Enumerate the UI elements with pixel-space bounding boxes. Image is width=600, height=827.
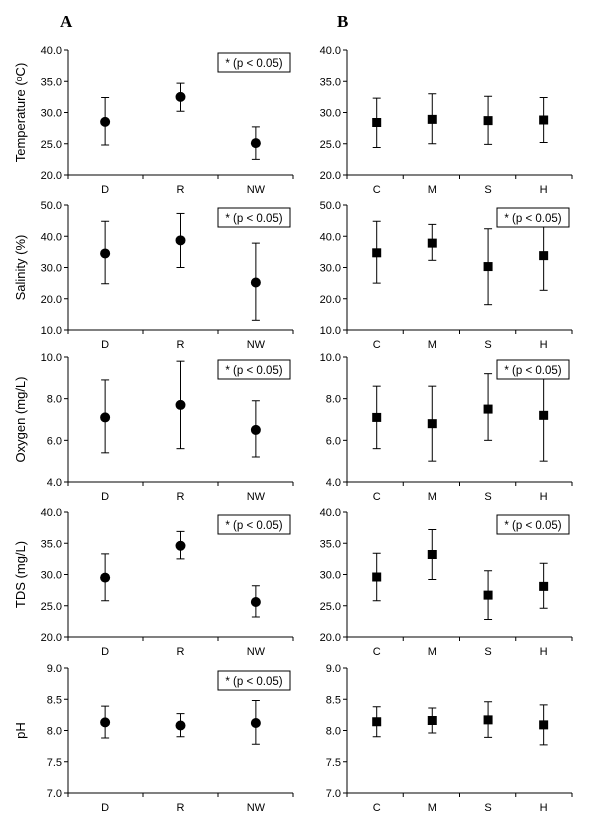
subplot-b-1 xyxy=(320,45,572,196)
significance-annotation xyxy=(218,515,290,534)
marker-circle xyxy=(100,573,110,583)
x-tick-label: R xyxy=(176,339,185,351)
marker-circle xyxy=(100,717,110,727)
data-point xyxy=(428,386,437,461)
x-tick-label: S xyxy=(484,184,492,196)
marker-circle xyxy=(251,278,261,288)
y-tick-label: 20.0 xyxy=(40,170,62,182)
data-point xyxy=(251,701,261,745)
annotation-text: * (p < 0.05) xyxy=(225,676,283,688)
x-tick-label: NW xyxy=(246,491,266,503)
data-point xyxy=(539,563,548,608)
x-tick-label: NW xyxy=(246,646,266,658)
x-tick-label: R xyxy=(176,184,185,196)
annotation-text: * (p < 0.05) xyxy=(504,520,562,532)
data-point xyxy=(484,229,493,305)
data-point xyxy=(372,221,381,283)
subplot-a-1 xyxy=(13,45,293,196)
data-point xyxy=(372,553,381,601)
marker-circle xyxy=(176,721,186,731)
annotation-text: * (p < 0.05) xyxy=(225,58,283,70)
annotation-text: * (p < 0.05) xyxy=(504,213,562,225)
x-tick-label: D xyxy=(101,646,110,658)
data-point xyxy=(251,243,261,320)
x-tick-label: R xyxy=(176,491,185,503)
subplot-a-3 xyxy=(13,352,293,503)
subplot-b-5 xyxy=(326,663,572,814)
x-tick-label: C xyxy=(372,646,381,658)
significance-annotation xyxy=(218,208,290,227)
y-tick-label: 20.0 xyxy=(40,293,62,306)
significance-annotation xyxy=(218,360,290,379)
x-tick-label: H xyxy=(539,491,548,503)
marker-square xyxy=(539,720,548,729)
data-point xyxy=(100,554,110,601)
data-point xyxy=(176,714,186,737)
x-tick-label: NW xyxy=(246,339,266,351)
marker-circle xyxy=(100,412,110,422)
y-tick-label: 35.0 xyxy=(40,538,62,551)
marker-square xyxy=(428,419,437,428)
y-tick-label: 30.0 xyxy=(40,107,62,120)
marker-circle xyxy=(251,597,261,607)
subplot-a-4 xyxy=(13,507,293,658)
y-tick-label: 20.0 xyxy=(319,632,341,644)
data-point xyxy=(372,98,381,147)
y-tick-label: 20.0 xyxy=(40,632,62,644)
y-tick-label: 35.0 xyxy=(40,76,62,89)
x-tick-label: S xyxy=(484,802,492,814)
significance-annotation xyxy=(218,53,290,72)
y-tick-label: 40.0 xyxy=(40,507,62,519)
marker-square xyxy=(484,591,493,600)
marker-square xyxy=(539,116,548,125)
y-axis-label: TDS (mg/L) xyxy=(13,540,28,609)
marker-square xyxy=(372,248,381,257)
marker-square xyxy=(372,413,381,422)
y-tick-label: 7.5 xyxy=(46,756,62,769)
y-tick-label: 40.0 xyxy=(319,507,341,519)
y-tick-label: 35.0 xyxy=(319,76,341,89)
marker-circle xyxy=(176,92,186,102)
marker-circle xyxy=(251,718,261,728)
y-tick-label: 7.0 xyxy=(325,788,341,800)
y-tick-label: 50.0 xyxy=(40,200,62,212)
y-tick-label: 25.0 xyxy=(319,600,341,613)
annotation-text: * (p < 0.05) xyxy=(225,520,283,532)
significance-annotation xyxy=(497,208,569,227)
y-tick-label: 7.0 xyxy=(46,788,62,800)
y-tick-label: 6.0 xyxy=(325,435,341,448)
data-point xyxy=(428,94,437,144)
significance-annotation xyxy=(497,360,569,379)
y-tick-label: 50.0 xyxy=(319,200,341,212)
y-tick-label: 25.0 xyxy=(40,600,62,613)
data-point xyxy=(251,401,261,457)
annotation-text: * (p < 0.05) xyxy=(225,365,283,377)
data-point xyxy=(176,361,186,449)
y-axis-label: Salinity (%) xyxy=(13,234,28,301)
marker-square xyxy=(539,411,548,420)
x-tick-label: M xyxy=(427,646,437,658)
y-tick-label: 7.5 xyxy=(325,756,341,769)
subplot-b-3 xyxy=(320,352,572,503)
data-point xyxy=(539,98,548,143)
x-tick-label: D xyxy=(101,339,110,351)
x-tick-label: R xyxy=(176,802,185,814)
data-point xyxy=(176,213,186,267)
significance-annotation xyxy=(497,515,569,534)
marker-circle xyxy=(100,248,110,258)
marker-circle xyxy=(251,138,261,148)
data-point xyxy=(372,707,381,737)
marker-square xyxy=(539,582,548,591)
marker-square xyxy=(428,115,437,124)
marker-square xyxy=(428,239,437,248)
x-tick-label: H xyxy=(539,646,548,658)
y-axis-label: Temperature (ᵒC) xyxy=(13,62,28,163)
marker-circle xyxy=(176,541,186,551)
y-tick-label: 40.0 xyxy=(319,231,341,244)
data-point xyxy=(428,224,437,260)
y-tick-label: 10.0 xyxy=(319,352,341,364)
x-tick-label: S xyxy=(484,491,492,503)
panel-label-b: B xyxy=(337,12,349,31)
data-point xyxy=(251,586,261,617)
data-point xyxy=(539,372,548,462)
data-point xyxy=(428,708,437,733)
significance-annotation xyxy=(218,671,290,690)
x-tick-label: S xyxy=(484,339,492,351)
data-point xyxy=(428,530,437,580)
x-tick-label: D xyxy=(101,491,110,503)
marker-square xyxy=(484,715,493,724)
data-point xyxy=(484,702,493,738)
marker-square xyxy=(484,262,493,271)
x-tick-label: C xyxy=(372,339,381,351)
y-tick-label: 9.0 xyxy=(325,663,341,675)
y-tick-label: 6.0 xyxy=(46,435,62,448)
x-tick-label: H xyxy=(539,802,548,814)
data-point xyxy=(100,706,110,738)
y-tick-label: 8.5 xyxy=(46,694,62,707)
marker-square xyxy=(539,251,548,260)
data-point xyxy=(372,386,381,449)
data-point xyxy=(539,221,548,290)
y-tick-label: 8.0 xyxy=(46,725,62,738)
x-tick-label: M xyxy=(427,802,437,814)
y-tick-label: 8.5 xyxy=(325,694,341,707)
marker-square xyxy=(372,717,381,726)
data-point xyxy=(251,127,261,160)
x-tick-label: D xyxy=(101,802,110,814)
x-tick-label: D xyxy=(101,184,110,196)
data-point xyxy=(484,374,493,441)
y-tick-label: 20.0 xyxy=(319,293,341,306)
data-point xyxy=(100,98,110,146)
data-point xyxy=(484,571,493,620)
x-tick-label: M xyxy=(427,491,437,503)
x-tick-label: S xyxy=(484,646,492,658)
subplot-b-2 xyxy=(320,200,572,351)
y-tick-label: 8.0 xyxy=(46,393,62,406)
x-tick-label: C xyxy=(372,184,381,196)
x-tick-label: C xyxy=(372,802,381,814)
y-tick-label: 10.0 xyxy=(40,325,62,337)
y-tick-label: 10.0 xyxy=(40,352,62,364)
data-point xyxy=(539,705,548,745)
y-tick-label: 35.0 xyxy=(319,538,341,551)
y-tick-label: 40.0 xyxy=(40,45,62,57)
x-tick-label: H xyxy=(539,339,548,351)
y-tick-label: 30.0 xyxy=(40,262,62,275)
marker-square xyxy=(428,550,437,559)
y-tick-label: 9.0 xyxy=(46,663,62,675)
y-tick-label: 4.0 xyxy=(325,477,341,489)
y-tick-label: 8.0 xyxy=(325,725,341,738)
y-tick-label: 40.0 xyxy=(40,231,62,244)
annotation-text: * (p < 0.05) xyxy=(504,365,562,377)
marker-square xyxy=(372,118,381,127)
marker-square xyxy=(428,716,437,725)
y-tick-label: 30.0 xyxy=(40,569,62,582)
data-point xyxy=(176,531,186,559)
y-tick-label: 30.0 xyxy=(319,107,341,120)
data-point xyxy=(484,96,493,144)
data-point xyxy=(100,380,110,453)
annotation-text: * (p < 0.05) xyxy=(225,213,283,225)
y-tick-label: 20.0 xyxy=(319,170,341,182)
marker-circle xyxy=(176,235,186,245)
x-tick-label: M xyxy=(427,184,437,196)
marker-circle xyxy=(251,425,261,435)
y-tick-label: 30.0 xyxy=(319,262,341,275)
marker-circle xyxy=(176,400,186,410)
y-tick-label: 40.0 xyxy=(319,45,341,57)
x-tick-label: H xyxy=(539,184,548,196)
x-tick-label: M xyxy=(427,339,437,351)
panel-label-a: A xyxy=(60,12,73,31)
y-tick-label: 25.0 xyxy=(40,138,62,151)
x-tick-label: NW xyxy=(246,802,266,814)
y-tick-label: 10.0 xyxy=(319,325,341,337)
y-tick-label: 4.0 xyxy=(46,477,62,489)
y-axis-label: Oxygen (mg/L) xyxy=(13,376,28,463)
subplot-b-4 xyxy=(320,507,572,658)
data-point xyxy=(176,83,186,111)
x-tick-label: C xyxy=(372,491,381,503)
marker-square xyxy=(484,116,493,125)
x-tick-label: R xyxy=(176,646,185,658)
marker-square xyxy=(484,405,493,414)
y-tick-label: 30.0 xyxy=(319,569,341,582)
subplot-a-5 xyxy=(13,663,293,814)
marker-circle xyxy=(100,117,110,127)
marker-square xyxy=(372,573,381,582)
subplot-a-2 xyxy=(13,200,293,351)
data-point xyxy=(100,221,110,284)
y-tick-label: 25.0 xyxy=(319,138,341,151)
y-tick-label: 8.0 xyxy=(325,393,341,406)
x-tick-label: NW xyxy=(246,184,266,196)
y-axis-label: pH xyxy=(13,722,28,739)
